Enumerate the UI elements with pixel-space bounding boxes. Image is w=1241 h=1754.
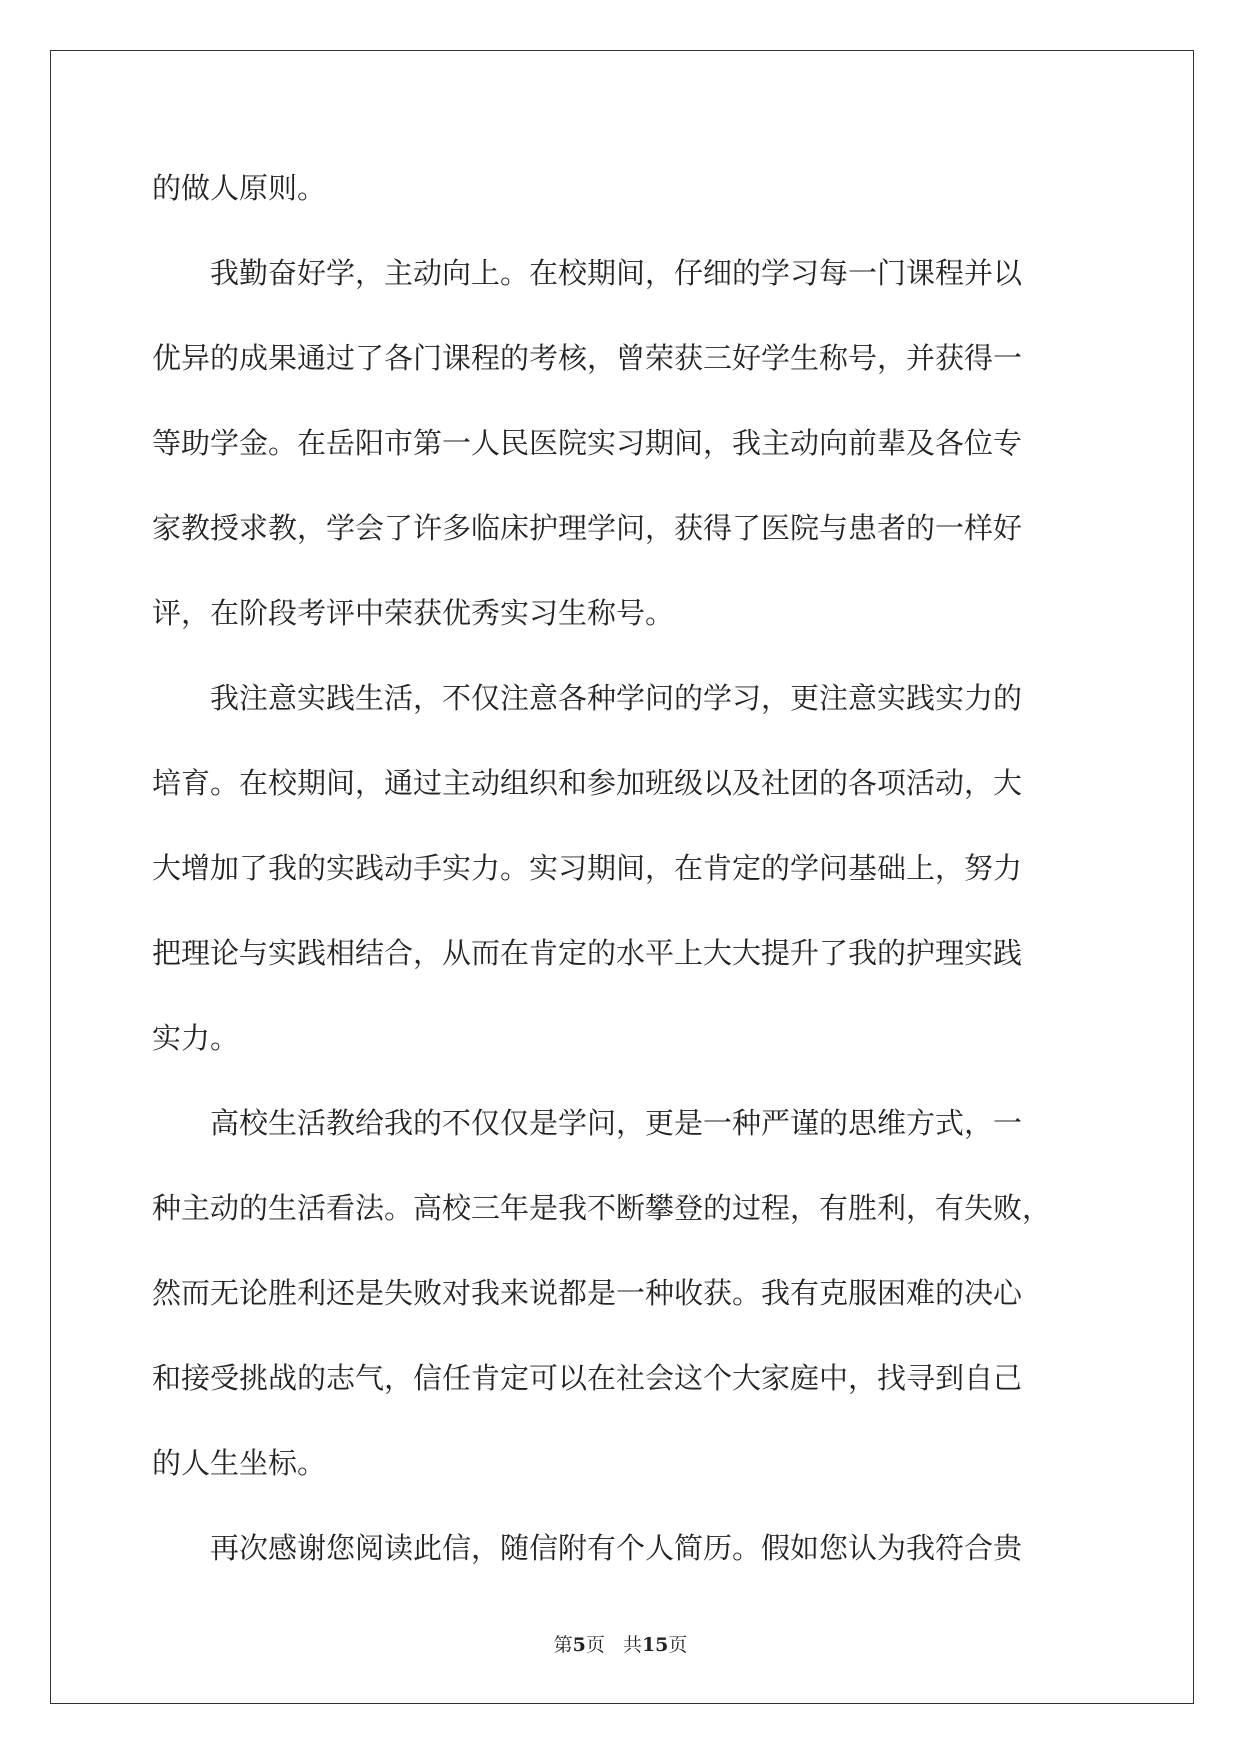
text-line: 把理论与实践相结合，从而在肯定的水平上大大提升了我的护理实践 bbox=[152, 936, 1023, 970]
text-line: 的做人原则。 bbox=[152, 171, 327, 205]
text-line: 优异的成果通过了各门课程的考核，曾荣获三好学生称号，并获得一 bbox=[152, 341, 1023, 375]
text-line: 的人生坐标。 bbox=[152, 1446, 327, 1480]
text-line: 然而无论胜利还是失败对我来说都是一种收获。我有克服困难的决心 bbox=[152, 1276, 1023, 1310]
text-line: 再次感谢您阅读此信，随信附有个人简历。假如您认为我符合贵 bbox=[152, 1531, 1023, 1565]
footer-page-suffix: 页 bbox=[585, 1634, 605, 1656]
text-line: 高校生活教给我的不仅仅是学问，更是一种严谨的思维方式，一 bbox=[152, 1106, 1023, 1140]
text-line: 评，在阶段考评中荣获优秀实习生称号。 bbox=[152, 596, 675, 630]
text-line: 大增加了我的实践动手实力。实习期间，在肯定的学问基础上，努力 bbox=[152, 851, 1023, 885]
text-line: 我勤奋好学，主动向上。在校期间，仔细的学习每一门课程并以 bbox=[152, 256, 1023, 290]
text-line: 家教授求教，学会了许多临床护理学问，获得了医院与患者的一样好 bbox=[152, 511, 1023, 545]
page-footer bbox=[0, 1630, 1241, 1657]
text-line: 和接受挑战的志气，信任肯定可以在社会这个大家庭中，找寻到自己 bbox=[152, 1361, 1023, 1395]
text-line: 等助学金。在岳阳市第一人民医院实习期间，我主动向前辈及各位专 bbox=[152, 426, 1023, 460]
footer-prefix: 第 bbox=[553, 1634, 573, 1656]
footer-separator: 共 bbox=[604, 1634, 642, 1656]
text-line: 种主动的生活看法。高校三年是我不断攀登的过程，有胜利，有失败， bbox=[152, 1191, 1052, 1225]
text-line: 培育。在校期间，通过主动组织和参加班级以及社团的各项活动，大 bbox=[152, 766, 1023, 800]
current-page-number: 5 bbox=[572, 1634, 586, 1656]
text-line: 我注意实践生活，不仅注意各种学问的学习，更注意实践实力的 bbox=[152, 681, 1023, 715]
footer-total-suffix: 页 bbox=[668, 1634, 688, 1656]
text-line: 实力。 bbox=[152, 1021, 240, 1055]
total-page-count: 15 bbox=[641, 1634, 669, 1656]
